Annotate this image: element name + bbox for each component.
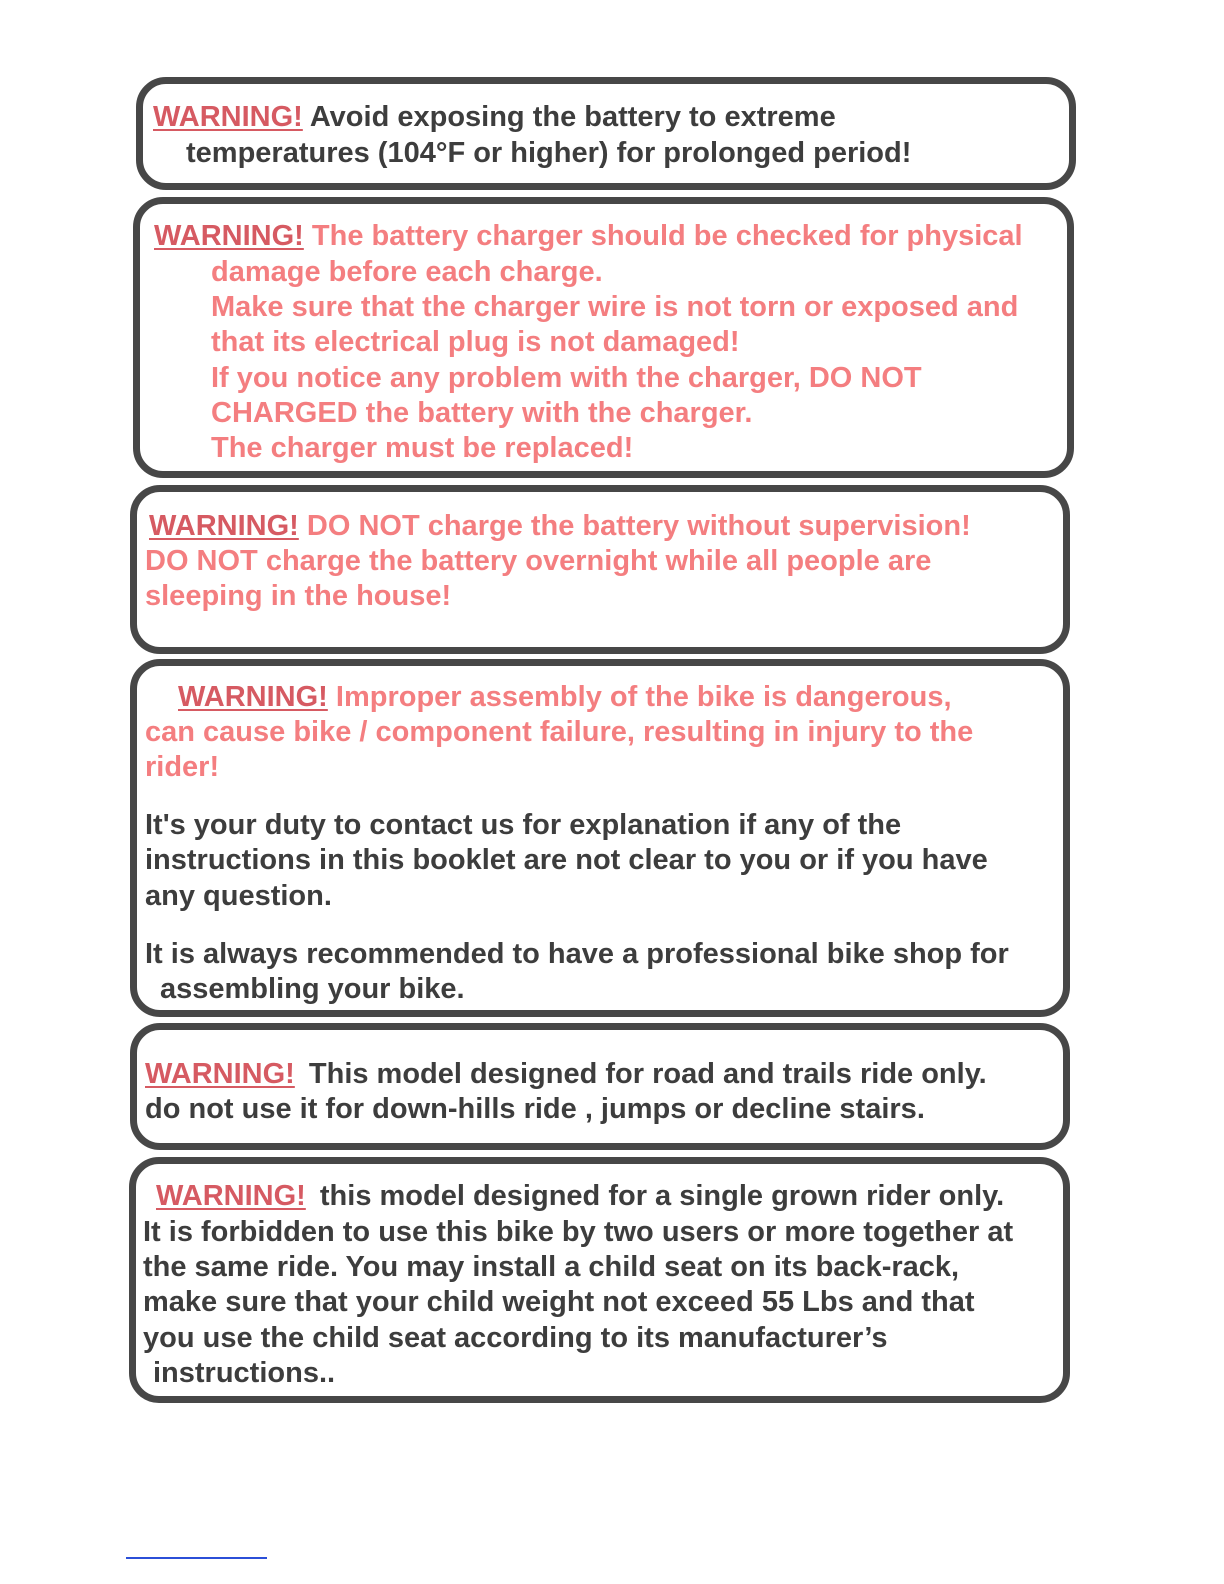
warning-text: DO NOT charge the battery without supervision! <box>306 510 971 542</box>
warning-text: instructions.. <box>153 1357 336 1389</box>
warning-box-charger-damage <box>133 197 1074 478</box>
warning-label: WARNING! <box>145 1058 295 1090</box>
warning-line <box>149 509 971 544</box>
warning-text: this model designed for a single grown rider only. <box>319 1180 1005 1212</box>
note-text: any question. <box>145 880 332 912</box>
footer-link-underline <box>126 1557 267 1559</box>
warning-line <box>178 680 952 715</box>
warning-box-single-rider <box>129 1157 1070 1403</box>
warning-text: the same ride. You may install a child seat on its back-rack, <box>143 1251 960 1283</box>
warning-label: WARNING! <box>178 681 328 713</box>
warning-label: WARNING! <box>156 1180 306 1212</box>
warning-text: The charger must be replaced! <box>211 432 634 464</box>
warning-text: temperatures (104°F or higher) for prolonged period! <box>186 137 912 169</box>
warning-box-battery-temperature <box>136 77 1076 190</box>
warning-line <box>153 100 836 135</box>
warning-text: that its electrical plug is not damaged! <box>211 326 740 358</box>
warning-text: sleeping in the house! <box>145 580 452 612</box>
warning-text: If you notice any problem with the charger, DO NOT <box>211 362 922 394</box>
warning-text: can cause bike / component failure, resulting in injury to the <box>145 716 974 748</box>
warning-text: Avoid exposing the battery to extreme <box>309 101 836 133</box>
warning-text: DO NOT charge the battery overnight while all people are <box>145 545 932 577</box>
warning-label: WARNING! <box>153 101 303 133</box>
note-text: assembling your bike. <box>160 973 465 1005</box>
note-text: It is always recommended to have a professional bike shop for <box>145 938 1009 970</box>
warning-text: The battery charger should be checked for physical <box>311 220 1023 252</box>
warning-text: Improper assembly of the bike is dangerous, <box>335 681 952 713</box>
warning-line <box>145 1057 987 1092</box>
warning-text: damage before each charge. <box>211 256 603 288</box>
warning-line <box>156 1179 1004 1214</box>
warning-box-assembly <box>130 659 1070 1017</box>
warning-text: you use the child seat according to its manufacturer’s <box>143 1322 888 1354</box>
warning-label: WARNING! <box>154 220 304 252</box>
warning-text: do not use it for down-hills ride , jumps or decline stairs. <box>145 1093 925 1125</box>
warning-line <box>154 219 1023 254</box>
warning-label: WARNING! <box>149 510 299 542</box>
warning-text: Make sure that the charger wire is not torn or exposed and <box>211 291 1019 323</box>
warning-box-charging-supervision <box>130 485 1070 654</box>
warning-text: It is forbidden to use this bike by two users or more together at <box>143 1216 1014 1248</box>
warning-text: make sure that your child weight not exceed 55 Lbs and that <box>143 1286 975 1318</box>
warning-text: This model designed for road and trails ride only. <box>308 1058 987 1090</box>
note-text: instructions in this booklet are not clear to you or if you have <box>145 844 988 876</box>
warning-text: rider! <box>145 751 220 783</box>
warning-box-road-usage <box>130 1023 1070 1150</box>
note-text: It's your duty to contact us for explanation if any of the <box>145 809 902 841</box>
warning-text: CHARGED the battery with the charger. <box>211 397 753 429</box>
